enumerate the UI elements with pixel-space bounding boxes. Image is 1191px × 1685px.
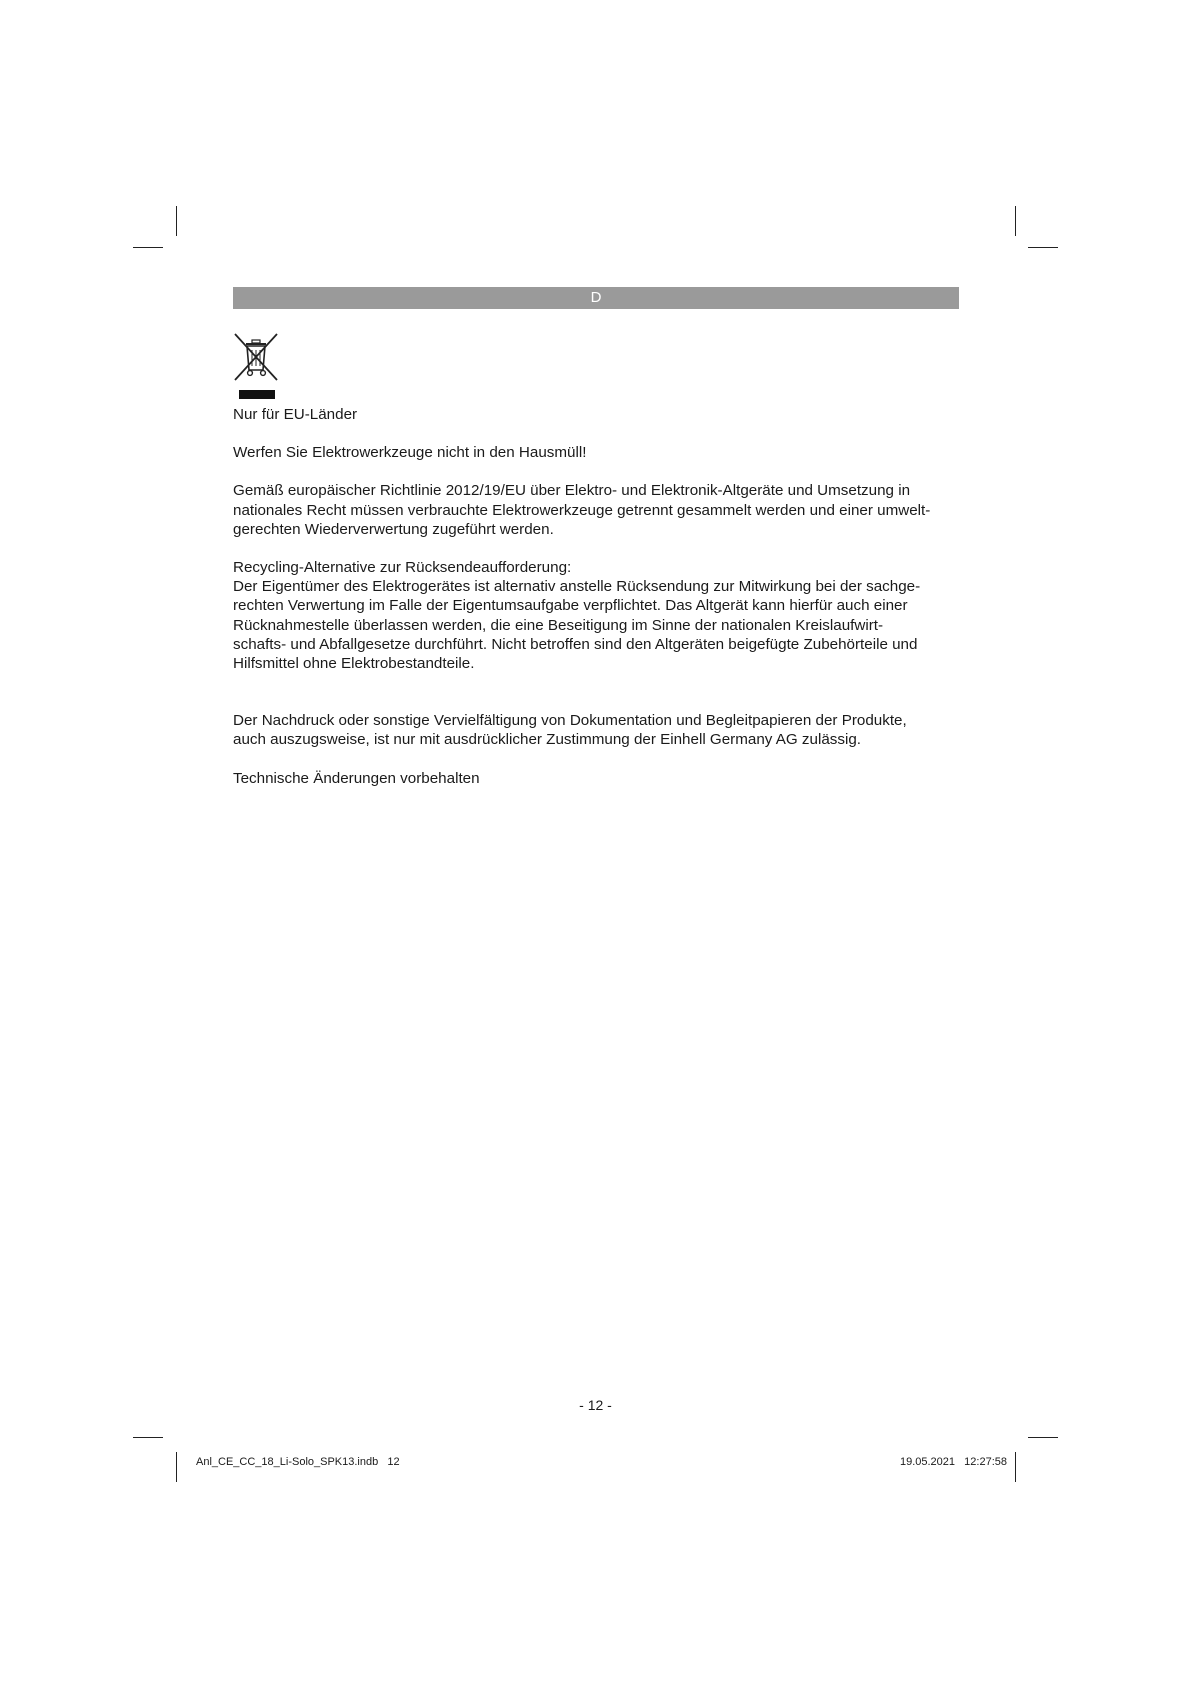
crop-mark [1028, 1437, 1058, 1438]
reprint-line: auch auszugsweise, ist nur mit ausdrücklicher Zustimmung der Einhell Germany AG zulässig. [233, 731, 862, 749]
warning-text: Werfen Sie Elektrowerkzeuge nicht in den Hausmüll! [233, 444, 587, 462]
crop-mark [133, 1437, 163, 1438]
technical-changes-note: Technische Änderungen vorbehalten [233, 769, 480, 787]
page-number: - 12 - [579, 1397, 612, 1413]
crop-mark [176, 206, 177, 236]
crossed-out-wheelie-bin-icon [233, 332, 281, 402]
recycling-line: Rücknahmestelle überlassen werden, die eine Beseitigung im Sinne der nationalen Kreislaufwirt- [233, 616, 884, 634]
print-timestamp: 19.05.2021 12:27:58 [899, 1456, 1007, 1468]
recycling-line: rechten Verwertung im Falle der Eigentumsaufgabe verpflichtet. Das Altgerät kann hierfür auch einer [233, 597, 908, 615]
crop-mark [133, 247, 163, 248]
reprint-paragraph [233, 711, 963, 749]
crop-mark [1028, 247, 1058, 248]
recycling-line: Der Eigentümer des Elektrogerätes ist alternativ anstelle Rücksendung zur Mitwirkung bei der sachge- [233, 578, 921, 596]
crop-mark [176, 1452, 177, 1482]
crop-mark [1015, 1452, 1016, 1482]
crop-mark [1015, 206, 1016, 236]
file-slug: Anl_CE_CC_18_Li-Solo_SPK13.indb 12 [196, 1456, 400, 1468]
recycling-heading: Recycling-Alternative zur Rücksendeaufforderung: [233, 559, 572, 577]
recycling-line: Hilfsmittel ohne Elektrobestandteile. [233, 655, 475, 673]
reprint-line: Der Nachdruck oder sonstige Vervielfältigung von Dokumentation und Begleitpapieren der Produkte, [233, 712, 907, 730]
directive-line: Gemäß europäischer Richtlinie 2012/19/EU über Elektro- und Elektronik-Altgeräte und Umsetzung in [233, 482, 911, 500]
directive-line: nationales Recht müssen verbrauchte Elektrowerkzeuge getrennt gesammelt werden und einer umwelt- [233, 501, 931, 519]
directive-paragraph [233, 481, 963, 539]
language-bar: D [233, 287, 959, 309]
document-body [233, 405, 963, 788]
directive-line: gerechten Wiederverwertung zugeführt werden. [233, 520, 554, 538]
recycling-line: schafts- und Abfallgesetze durchführt. Nicht betroffen sind den Altgeräten beigefügte Zubehörteile und [233, 635, 918, 653]
eu-only-note: Nur für EU-Länder [233, 406, 358, 423]
recycling-paragraph [233, 558, 963, 673]
